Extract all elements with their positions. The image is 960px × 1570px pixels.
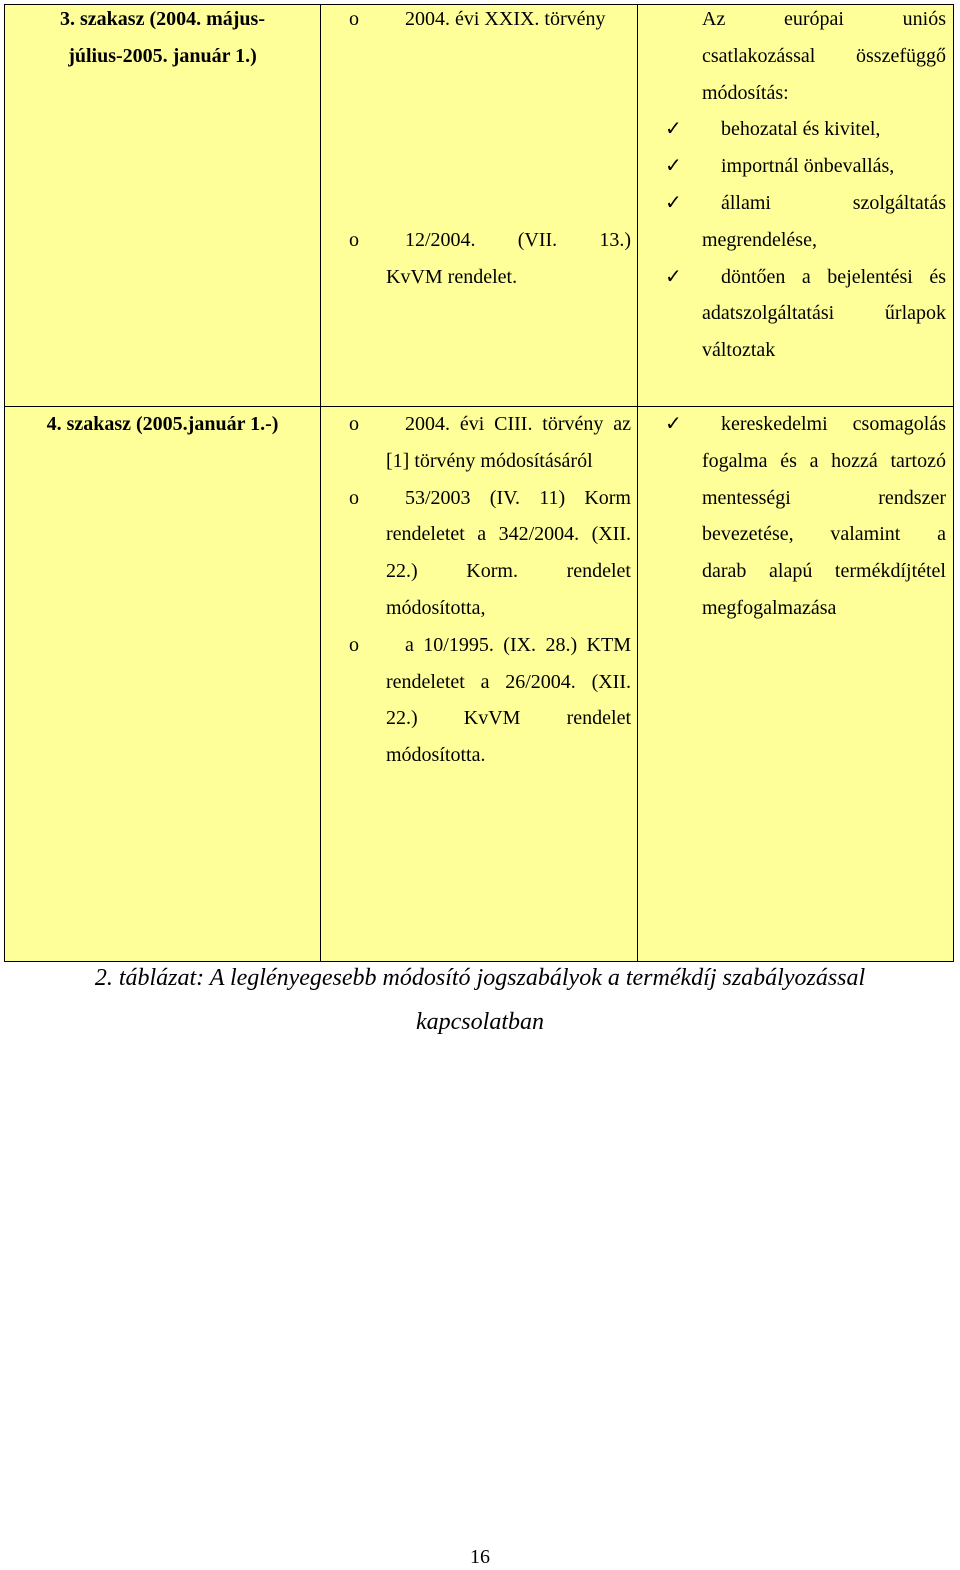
law-item	[335, 406, 631, 443]
change-item	[665, 259, 946, 296]
law-text: 22.) Korm. rendelet	[386, 560, 631, 583]
law-item	[335, 627, 631, 664]
column-divider	[320, 5, 321, 961]
change-item	[665, 406, 946, 443]
legislation-table	[4, 4, 954, 962]
law-text: 53/2003 (IV. 11) Korm	[405, 486, 631, 509]
check-icon: ✓	[665, 191, 682, 214]
law-text: rendeletet a 342/2004. (XII.	[386, 523, 631, 546]
laws-cell-4	[335, 406, 631, 774]
laws-cell-3	[335, 1, 631, 295]
phase-label: július-2005. január 1.)	[68, 44, 257, 67]
check-icon: ✓	[665, 155, 682, 178]
check-icon: ✓	[665, 118, 682, 141]
law-text: [1] törvény módosításáról	[386, 449, 593, 472]
change-text: bevezetése, valamint a	[702, 523, 946, 546]
table-caption	[0, 956, 960, 1044]
change-text: állami szolgáltatás	[721, 191, 946, 214]
bullet-marker: o	[349, 8, 359, 30]
bullet-marker: o	[349, 633, 359, 656]
change-text: darab alapú termékdíjtétel	[702, 560, 946, 583]
column-divider	[637, 5, 638, 961]
bullet-marker: o	[349, 228, 359, 251]
law-text: a 10/1995. (IX. 28.) KTM	[405, 633, 631, 656]
law-item	[335, 1, 631, 38]
phase-cell-4	[5, 406, 320, 443]
change-intro: csatlakozással összefüggő	[702, 44, 946, 67]
change-text: importnál önbevallás,	[721, 155, 895, 178]
change-text: adatszolgáltatási űrlapok	[702, 302, 946, 325]
law-text: rendeletet a 26/2004. (XII.	[386, 670, 631, 693]
change-item	[665, 111, 946, 148]
bullet-marker: o	[349, 413, 359, 435]
phase-label: 3. szakasz (2004. május-	[60, 8, 265, 30]
law-item	[335, 222, 631, 259]
page-number: 16	[470, 1546, 490, 1568]
change-text: megrendelése,	[702, 228, 817, 251]
law-text: 2004. évi CIII. törvény az	[405, 413, 631, 435]
check-icon: ✓	[665, 413, 682, 435]
changes-cell-4	[665, 406, 946, 627]
change-text: változtak	[702, 339, 776, 362]
change-text: megfogalmazása	[702, 596, 837, 619]
law-text: módosította.	[386, 744, 486, 767]
change-text: behozatal és kivitel,	[721, 118, 881, 141]
change-intro: Az európai uniós	[702, 8, 946, 30]
law-item	[335, 480, 631, 517]
change-text: mentességi rendszer	[702, 486, 946, 509]
law-text: KvVM rendelet.	[386, 265, 518, 288]
change-intro: módosítás:	[702, 81, 789, 104]
changes-cell-3	[665, 1, 946, 369]
law-text: 12/2004. (VII. 13.)	[405, 228, 631, 251]
caption-line: 2. táblázat: A leglényegesebb módosító jogszabályok a termékdíj szabályozással	[94, 965, 866, 991]
check-icon: ✓	[665, 265, 682, 288]
phase-cell-3	[5, 1, 320, 75]
bullet-marker: o	[349, 486, 359, 509]
change-item	[665, 148, 946, 185]
law-text: módosította,	[386, 596, 486, 619]
caption-line: kapcsolatban	[416, 1009, 544, 1035]
law-text: 22.) KvVM rendelet	[386, 707, 631, 730]
change-text: fogalma és a hozzá tartozó	[702, 449, 946, 472]
law-text: 2004. évi XXIX. törvény	[405, 8, 606, 30]
change-item	[665, 185, 946, 222]
change-text: kereskedelmi csomagolás	[721, 413, 946, 435]
change-text: döntően a bejelentési és	[721, 265, 946, 288]
phase-label: 4. szakasz (2005.január 1.-)	[46, 413, 279, 435]
